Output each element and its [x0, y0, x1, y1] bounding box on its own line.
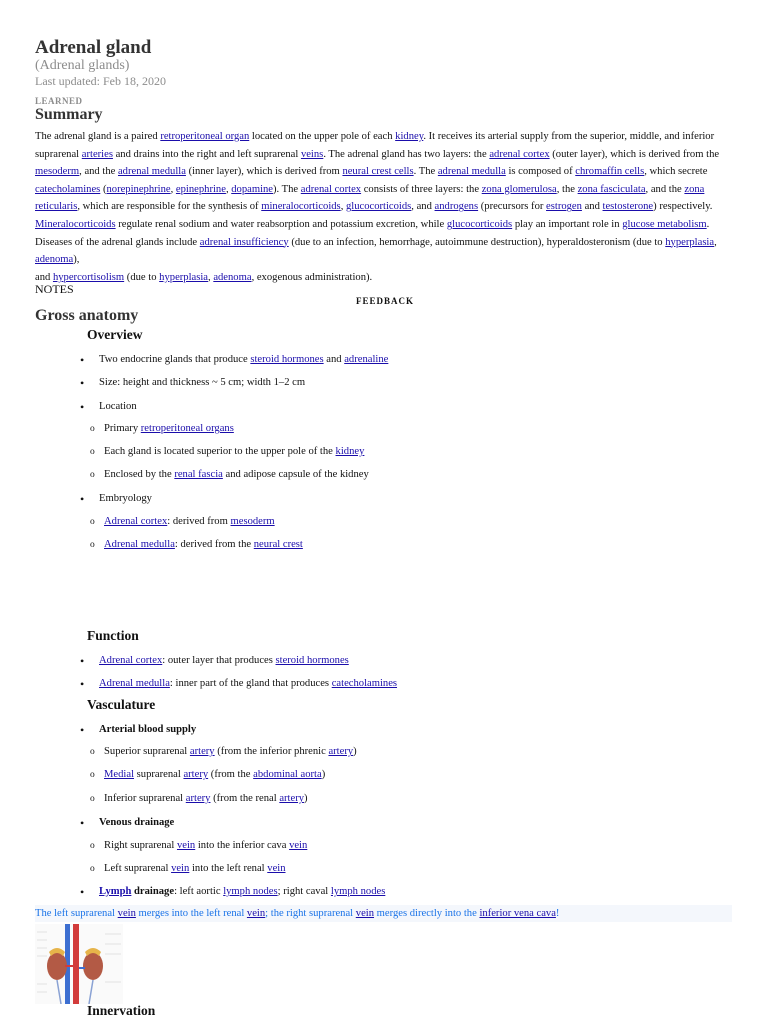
inline-link[interactable]: artery — [279, 793, 305, 804]
inline-text: : outer layer that produces — [162, 655, 276, 666]
inline-text: merges into the left renal — [135, 908, 247, 919]
inline-link[interactable]: testosterone — [602, 201, 654, 213]
inline-text: , — [714, 236, 717, 248]
inline-text: ; right caval — [277, 886, 331, 897]
last-updated: Last updated: Feb 18, 2020 — [35, 74, 166, 88]
list-item-text — [104, 769, 325, 780]
inline-link[interactable]: norepinephrine — [106, 183, 171, 195]
inline-link[interactable]: artery — [185, 793, 211, 804]
inline-text: suprarenal — [134, 769, 184, 780]
innervation-heading: Innervation — [87, 1003, 156, 1018]
inline-link[interactable]: Adrenal cortex — [104, 516, 168, 527]
inline-text: , and — [411, 201, 435, 213]
inline-link[interactable]: glucocorticoids — [345, 201, 412, 213]
inline-link[interactable]: Adrenal cortex — [99, 655, 163, 666]
inline-text: , which secrete — [644, 166, 708, 178]
page-subtitle: (Adrenal glands) — [35, 58, 130, 73]
list-item-text — [99, 817, 174, 828]
inline-link[interactable]: adenoma — [35, 254, 74, 266]
summary-paragraph — [35, 128, 732, 286]
inline-text: (outer layer), which is derived from the — [549, 148, 720, 160]
list-item — [90, 793, 308, 804]
inline-link[interactable]: vein — [176, 840, 196, 851]
inline-link[interactable]: kidney — [335, 446, 365, 457]
inline-text: , — [225, 183, 232, 195]
list-item-text — [99, 724, 196, 735]
inline-link[interactable]: catecholamines — [331, 678, 398, 689]
inline-text: ) — [304, 793, 308, 804]
inline-text: Superior suprarenal — [104, 746, 190, 757]
list-item — [90, 446, 365, 457]
inline-text: The adrenal gland is a paired — [35, 131, 161, 142]
inline-text: : derived from — [167, 516, 231, 527]
inline-link[interactable]: neural crest cells — [342, 166, 414, 178]
inline-link[interactable]: arteries — [81, 148, 113, 160]
inline-text: ). The — [273, 183, 301, 195]
inline-text: and — [323, 354, 345, 365]
list-item-text — [99, 655, 349, 666]
inline-link[interactable]: epinephrine — [175, 183, 226, 195]
inline-link[interactable]: abdominal aorta — [253, 769, 322, 780]
inline-text: The left suprarenal — [35, 908, 118, 919]
inline-link[interactable]: chromaffin cells — [575, 166, 645, 178]
inline-text: Arterial blood supply — [99, 724, 197, 735]
inline-text: . The — [413, 166, 438, 178]
inline-text: Enclosed by the — [104, 469, 175, 480]
list-item-text — [104, 793, 308, 804]
list-item — [90, 840, 308, 851]
inline-link[interactable]: lymph nodes — [330, 886, 386, 897]
inline-text: located on the upper pole of each — [249, 131, 396, 142]
inline-text: Left suprarenal — [104, 863, 172, 874]
gross-anatomy-heading: Gross anatomy — [35, 307, 139, 324]
list-item — [82, 377, 306, 388]
inline-link[interactable]: Medial — [104, 769, 135, 780]
inline-link[interactable]: retroperitoneal organs — [140, 423, 234, 434]
feedback-button[interactable]: FEEDBACK — [356, 296, 415, 306]
inline-link[interactable]: zona fasciculata — [577, 183, 646, 195]
list-item — [90, 746, 357, 757]
list-item-text — [99, 886, 385, 897]
inline-text: : inner part of the gland that produces — [169, 678, 332, 689]
inline-text: merges directly into the — [374, 908, 480, 919]
inline-text: and — [581, 201, 603, 213]
inline-link[interactable]: steroid hormones — [250, 354, 324, 365]
inline-text: ( — [100, 183, 107, 195]
inline-text: Location — [99, 401, 137, 412]
list-item — [82, 493, 152, 504]
inline-text: (from the inferior phrenic — [214, 746, 329, 757]
list-item — [82, 354, 389, 365]
list-item-text — [104, 446, 364, 457]
inline-text: into the inferior cava — [195, 840, 290, 851]
inline-text: Size: height and thickness ~ 5 cm; width 1–2 cm — [99, 377, 306, 388]
inline-link[interactable]: mesoderm — [230, 516, 275, 527]
inline-text: consists of three layers: the — [361, 183, 482, 195]
inline-link[interactable]: hyperplasia — [159, 271, 209, 283]
inline-link[interactable]: Mineralocorticoids — [35, 218, 116, 230]
inline-text: , — [170, 183, 176, 195]
inline-text: ; the right suprarenal — [265, 908, 356, 919]
list-item — [90, 423, 234, 434]
inline-link[interactable]: zona glomerulosa — [481, 183, 557, 195]
list-item — [82, 655, 349, 666]
inline-text: and adipose capsule of the kidney — [222, 469, 369, 480]
list-item-text — [99, 678, 397, 689]
list-item-text — [104, 840, 307, 851]
inline-link[interactable]: steroid hormones — [275, 655, 349, 666]
tip-box — [35, 905, 732, 922]
list-item-text — [99, 354, 388, 365]
inline-link[interactable]: vein — [246, 908, 266, 919]
inline-text: . Diseases of the adrenal glands include — [35, 218, 710, 248]
inline-text: , the — [556, 183, 578, 195]
inline-text: : derived from the — [174, 539, 254, 550]
learned-badge[interactable]: LEARNED — [35, 96, 83, 106]
adrenal-anatomy-thumbnail[interactable] — [35, 924, 123, 1004]
function-heading: Function — [87, 628, 139, 643]
list-item — [82, 678, 398, 689]
inline-link[interactable]: hypercortisolism — [52, 271, 125, 283]
inline-link[interactable]: inferior vena cava — [479, 908, 556, 919]
list-item — [90, 469, 369, 480]
inline-link[interactable]: vein — [289, 840, 308, 851]
inline-link[interactable]: artery — [328, 746, 354, 757]
inline-text: drainage — [131, 886, 175, 897]
inline-text: Inferior suprarenal — [104, 793, 186, 804]
inline-link[interactable]: estrogen — [546, 201, 582, 213]
inline-text: into the left renal — [189, 863, 268, 874]
list-item — [82, 724, 197, 735]
list-item — [90, 769, 326, 780]
inline-text: ), — [73, 254, 80, 266]
list-item — [82, 817, 175, 828]
inline-link[interactable]: artery — [189, 746, 215, 757]
inline-text: , exogenous administration). — [251, 271, 373, 283]
inline-text: (inner layer), which is derived from — [185, 166, 343, 178]
list-item — [90, 516, 275, 527]
inline-text: . It receives its arterial supply from the superior, middle, and inferior suprarenal — [35, 131, 715, 160]
list-item-text — [99, 377, 305, 388]
inline-link[interactable]: Adrenal medulla — [99, 678, 170, 689]
inline-link[interactable]: neural crest — [253, 539, 303, 550]
inline-link[interactable]: adrenal insufficiency — [199, 236, 289, 248]
inline-link[interactable]: glucose metabolism — [622, 218, 707, 230]
inline-link[interactable]: renal fascia — [174, 469, 223, 480]
inline-link[interactable]: zona reticularis — [35, 183, 705, 213]
inline-link[interactable]: vein — [355, 908, 375, 919]
list-item — [82, 886, 386, 897]
inline-link[interactable]: veins — [300, 148, 324, 160]
summary-heading: Summary — [35, 106, 103, 123]
inline-text: ! — [555, 908, 560, 919]
inline-text: ) — [353, 746, 357, 757]
inline-text: (precursors for — [478, 201, 547, 213]
inline-link[interactable]: adenoma — [213, 271, 252, 283]
list-item — [90, 539, 303, 550]
list-item — [90, 863, 286, 874]
list-item-text — [104, 539, 303, 550]
inline-link[interactable]: vein — [171, 863, 190, 874]
list-item-text — [104, 863, 286, 874]
inline-text: : left aortic — [174, 886, 224, 897]
list-item-text — [104, 469, 369, 480]
inline-text: (due to an infection, hemorrhage, autoimmune destruction), hyperaldosteronism (due to — [288, 236, 666, 248]
inline-link[interactable]: retroperitoneal organ — [160, 131, 250, 142]
inline-text: Two endocrine glands that produce — [99, 354, 251, 365]
inline-text: Embryology — [99, 493, 152, 504]
inline-link[interactable]: hyperplasia — [665, 236, 715, 248]
inline-link[interactable]: adrenal medulla — [437, 166, 506, 178]
inline-text: Right suprarenal — [104, 840, 177, 851]
list-item-text — [99, 493, 152, 504]
inline-text: . The adrenal gland has two layers: the — [323, 148, 490, 160]
list-item-text — [104, 746, 357, 757]
inline-link[interactable]: adrenal cortex — [489, 148, 550, 160]
inline-text: , which are responsible for the synthesis of — [77, 201, 262, 213]
inline-text: and — [35, 271, 53, 283]
inline-link[interactable]: Adrenal medulla — [104, 539, 175, 550]
inline-link[interactable]: vein — [117, 908, 136, 919]
inline-text: , and the — [645, 183, 685, 195]
inline-text: ) — [321, 769, 326, 780]
inline-text: , — [208, 271, 214, 283]
inline-link[interactable]: kidney — [395, 131, 424, 142]
inline-text: , and the — [79, 166, 118, 178]
inline-link[interactable]: adrenaline — [344, 354, 389, 365]
inline-text: regulate renal sodium and water reabsorption and potassium excretion, while — [115, 218, 447, 230]
inline-text: Each gland is located superior to the upper pole of the — [104, 446, 336, 457]
inline-text: is composed of — [505, 166, 576, 178]
inline-link[interactable]: glucocorticoids — [446, 218, 513, 230]
inline-link[interactable]: Lymph — [99, 886, 132, 897]
inline-link[interactable]: vein — [267, 863, 286, 874]
inline-text: (from the renal — [210, 793, 280, 804]
inline-link[interactable]: adrenal medulla — [117, 166, 186, 178]
list-item-text — [99, 401, 137, 412]
list-item — [82, 401, 137, 412]
inline-link[interactable]: adrenal cortex — [300, 183, 362, 195]
overview-heading: Overview — [87, 327, 143, 342]
inline-link[interactable]: dopamine — [231, 183, 274, 195]
inline-text: (from the — [208, 769, 254, 780]
inline-text: ) respectively. — [653, 201, 713, 213]
inline-text: and drains into the right and left suprarenal — [112, 148, 301, 160]
inline-link[interactable]: catecholamines — [35, 183, 101, 195]
inline-link[interactable]: mesoderm — [35, 166, 80, 178]
vasculature-heading: Vasculature — [87, 697, 156, 712]
list-item-text — [104, 516, 275, 527]
inline-link[interactable]: androgens — [434, 201, 479, 213]
inline-link[interactable]: artery — [183, 769, 209, 780]
inline-text: Venous drainage — [99, 817, 175, 828]
adrenal-anatomy-illustration — [35, 924, 123, 1004]
page-title: Adrenal gland — [35, 37, 152, 58]
inline-link[interactable]: lymph nodes — [223, 886, 278, 897]
inline-text: play an important role in — [512, 218, 623, 230]
inline-link[interactable]: mineralocorticoids — [261, 201, 341, 213]
notes-button[interactable]: NOTES — [35, 282, 74, 296]
inline-text: (due to — [124, 271, 160, 283]
list-item-text — [104, 423, 234, 434]
inline-text: , — [340, 201, 346, 213]
inline-text: Primary — [104, 423, 141, 434]
